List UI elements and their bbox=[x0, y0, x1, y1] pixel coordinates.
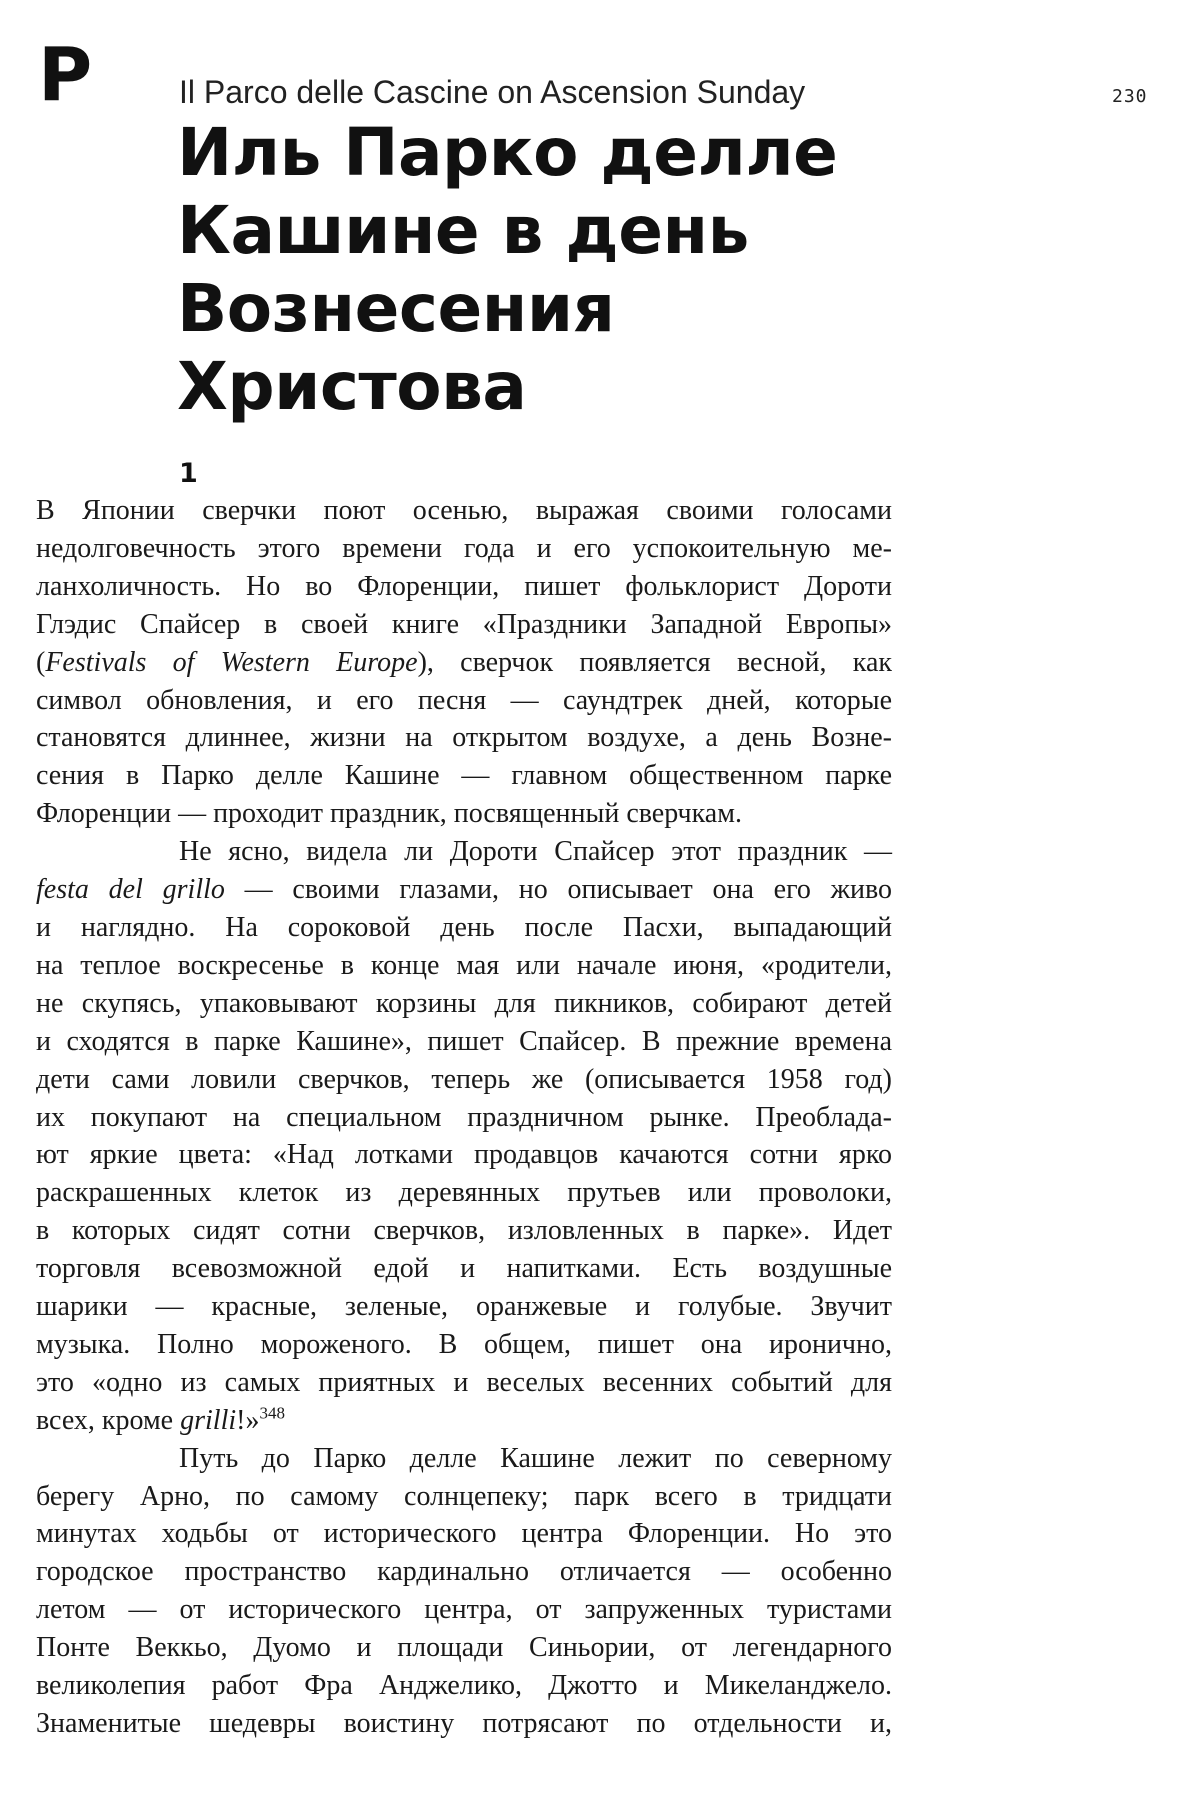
paragraph-3 bbox=[36, 1440, 892, 1743]
text-line: становятся длиннее, жизни на открытом воздухе, а день Возне- bbox=[36, 722, 892, 754]
text-line: сения в Парко делле Кашине — главном общественном парке bbox=[36, 760, 892, 792]
text-line: шарики — красные, зеленые, оранжевые и голубые. Звучит bbox=[36, 1291, 892, 1323]
text-line: ют яркие цвета: «Над лотками продавцов качаются сотни ярко bbox=[36, 1139, 892, 1171]
text-line: Не ясно, видела ли Дороти Спайсер этот праздник — bbox=[179, 836, 892, 868]
text-line: В Японии сверчки поют осенью, выражая своими голосами bbox=[36, 495, 892, 526]
title-line: Вознесения bbox=[177, 270, 615, 347]
italic-word: grilli bbox=[180, 1404, 237, 1436]
text-line: Знаменитые шедевры воистину потрясают по отдельности и, bbox=[36, 1708, 892, 1739]
text-line bbox=[36, 644, 892, 682]
text-line: ланхоличность. Но во Флоренции, пишет фольклорист Дороти bbox=[36, 570, 892, 602]
chapter-title bbox=[177, 114, 837, 426]
text-fragment: всех, кроме bbox=[36, 1404, 181, 1436]
text-fragment: — своими глазами, но описывает она его живо bbox=[224, 874, 892, 906]
text-line: это «одно из самых приятных и веселых весенних событий для bbox=[36, 1366, 892, 1398]
text-line: на теплое воскресенье в конце мая или начале июня, «родители, bbox=[36, 949, 892, 981]
text-fragment: ), сверчок появляется весной, как bbox=[417, 646, 892, 678]
chapter-number: 1 bbox=[179, 458, 198, 489]
text-line: летом — от исторического центра, от запруженных туристами bbox=[36, 1594, 892, 1626]
text-line: дети сами ловили сверчков, теперь же (описывается 1958 год) bbox=[36, 1063, 892, 1095]
text-line: символ обновления, и его песня — саундтрек дней, которые bbox=[36, 684, 892, 716]
text-line: их покупают на специальном праздничном рынке. Преоблада- bbox=[36, 1101, 892, 1133]
text-line: Глэдис Спайсер в своей книге «Праздники Западной Европы» bbox=[36, 608, 892, 640]
text-line: великолепия работ Фра Анджелико, Джотто и Микеланджело. bbox=[36, 1670, 892, 1702]
festival-name: festa del grillo bbox=[36, 874, 225, 906]
paren-open: ( bbox=[36, 646, 46, 678]
text-line: берегу Арно, по самому солнцепеку; парк всего в тридцати bbox=[36, 1480, 892, 1512]
footnote-marker: 348 bbox=[259, 1403, 285, 1423]
title-line: Иль Парко делле bbox=[177, 114, 838, 191]
text-line: недолговечность этого времени года и его успокоительную ме- bbox=[36, 532, 892, 564]
title-line: Кашине в день bbox=[177, 192, 749, 269]
text-line: городское пространство кардинально отличается — особенно bbox=[36, 1556, 892, 1588]
paragraph-2 bbox=[36, 833, 892, 1440]
title-line: Христова bbox=[177, 348, 527, 425]
text-line: минутах ходьбы от исторического центра Флоренции. Но это bbox=[36, 1518, 892, 1550]
text-fragment: !» bbox=[236, 1404, 260, 1436]
text-line bbox=[36, 1402, 892, 1440]
text-line: и сходятся в парке Кашине», пишет Спайсер. В прежние времена bbox=[36, 1025, 892, 1057]
text-line: раскрашенных клеток из деревянных прутьев или проволоки, bbox=[36, 1177, 892, 1209]
text-line: Флоренции — проходит праздник, посвященный сверчкам. bbox=[36, 798, 742, 830]
paragraph-1 bbox=[36, 492, 892, 833]
text-line: не скупясь, упаковывают корзины для пикников, собирают детей bbox=[36, 987, 892, 1019]
subtitle-english: Il Parco delle Cascine on Ascension Sunday bbox=[179, 74, 806, 110]
text-line: в которых сидят сотни сверчков, изловленных в парке». Идет bbox=[36, 1215, 892, 1247]
text-line bbox=[36, 871, 892, 909]
text-line: Понте Веккьо, Дуомо и площади Синьории, от легендарного bbox=[36, 1632, 892, 1664]
text-line: и наглядно. На сороковой день после Пасхи, выпадающий bbox=[36, 911, 892, 943]
section-letter: P bbox=[38, 32, 93, 118]
text-line: музыка. Полно мороженого. В общем, пишет она иронично, bbox=[36, 1328, 892, 1360]
page-number: 230 bbox=[1112, 86, 1148, 107]
text-line: Путь до Парко делле Кашине лежит по северному bbox=[179, 1442, 892, 1474]
book-title-en: Festivals of Western Europe bbox=[45, 646, 418, 678]
text-line: торговля всевозможной едой и напитками. Есть воздушные bbox=[36, 1253, 892, 1285]
body-text bbox=[36, 492, 892, 1743]
